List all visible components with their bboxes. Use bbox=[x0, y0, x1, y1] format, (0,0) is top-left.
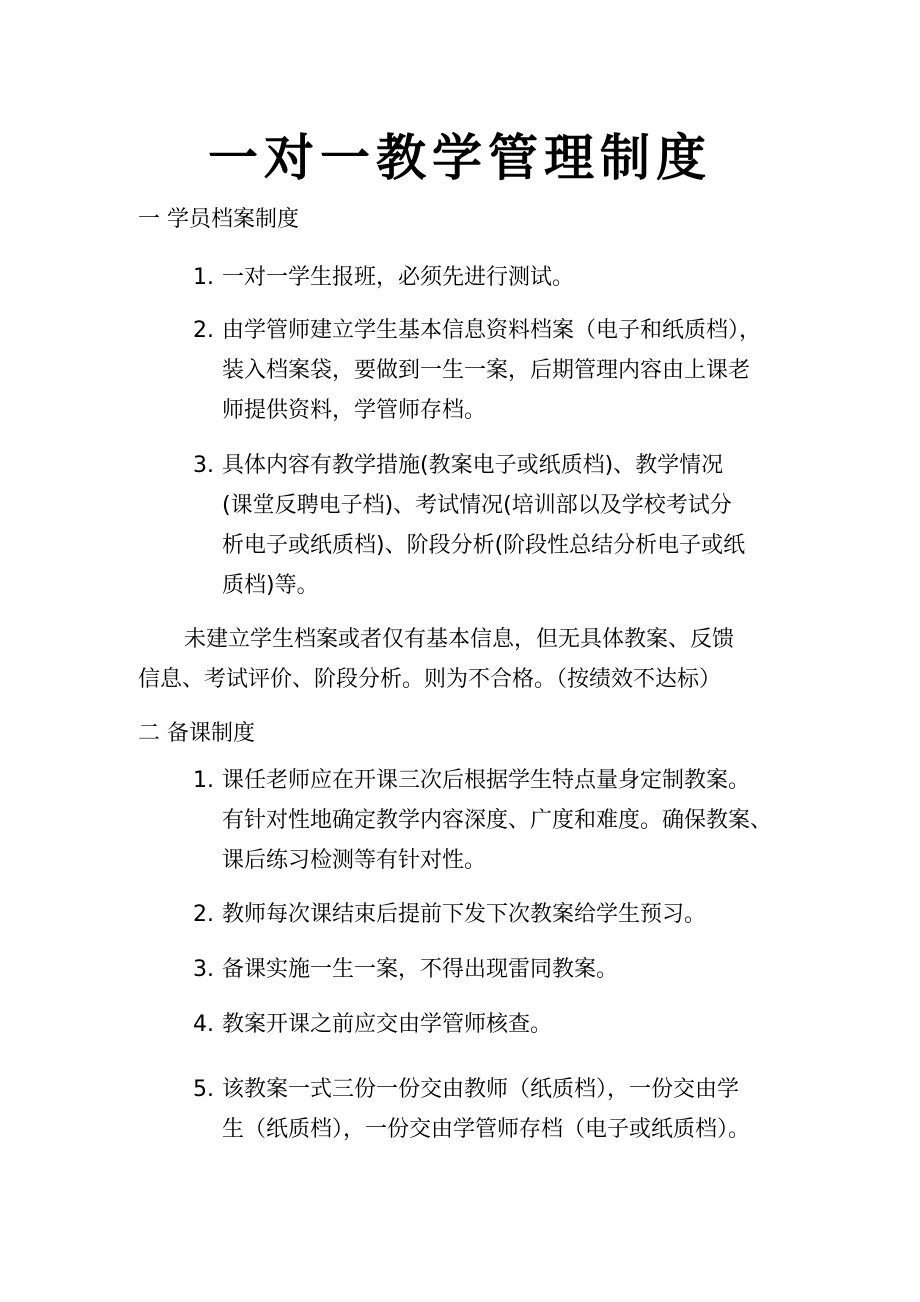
list-item bbox=[193, 950, 833, 990]
item-number: 1. bbox=[193, 265, 214, 290]
item-line: 该教案一式三份一份交由教师（纸质档），一份交由学 bbox=[222, 1077, 740, 1102]
item-line: 教师每次课结束后提前下发下次教案给学生预习。 bbox=[222, 902, 707, 927]
item-number: 3. bbox=[193, 453, 214, 478]
item-line: 质档)等。 bbox=[222, 573, 319, 598]
item-number: 5. bbox=[193, 1077, 214, 1102]
item-number: 2. bbox=[193, 902, 214, 927]
item-line: 备课实施一生一案，不得出现雷同教案。 bbox=[222, 957, 619, 982]
item-number: 4. bbox=[193, 1012, 214, 1037]
item-number: 3. bbox=[193, 957, 214, 982]
section-heading: 二 备课制度 bbox=[138, 721, 255, 746]
section-heading: 一 学员档案制度 bbox=[138, 207, 299, 232]
note-paragraph bbox=[138, 620, 818, 700]
list-item bbox=[193, 895, 833, 935]
item-line: 有针对性地确定教学内容深度、广度和难度。确保教案、 bbox=[222, 808, 773, 833]
item-number: 2. bbox=[193, 318, 214, 343]
list-item bbox=[193, 1005, 833, 1045]
note-line: 信息、考试评价、阶段分析。则为不合格。（按绩效不达标） bbox=[138, 667, 722, 692]
item-line: 一对一学生报班，必须先进行测试。 bbox=[222, 265, 575, 290]
list-item bbox=[193, 1070, 833, 1150]
item-line: 教案开课之前应交由学管师核查。 bbox=[222, 1012, 553, 1037]
item-line: 由学管师建立学生基本信息资料档案（电子和纸质档）， bbox=[222, 318, 762, 343]
list-item bbox=[193, 761, 833, 881]
item-number: 1. bbox=[193, 768, 214, 793]
item-line: 生（纸质档），一份交由学管师存档（电子或纸质档）。 bbox=[222, 1117, 751, 1142]
item-line: 装入档案袋，要做到一生一案，后期管理内容由上课老 bbox=[222, 358, 751, 383]
item-line: 师提供资料，学管师存档。 bbox=[222, 398, 487, 423]
list-item bbox=[193, 311, 833, 431]
list-item bbox=[193, 258, 833, 298]
list-item bbox=[193, 446, 833, 606]
note-line: 未建立学生档案或者仅有基本信息，但无具体教案、反馈 bbox=[184, 627, 735, 652]
document-title: 一对一教学管理制度 bbox=[208, 128, 712, 187]
item-line: (课堂反聘电子档)、考试情况(培训部以及学校考试分 bbox=[222, 493, 732, 518]
item-line: 课后练习检测等有针对性。 bbox=[222, 848, 487, 873]
item-line: 析电子或纸质档)、阶段分析(阶段性总结分析电子或纸 bbox=[222, 533, 746, 558]
item-line: 课任老师应在开课三次后根据学生特点量身定制教案。 bbox=[222, 768, 751, 793]
item-line: 具体内容有教学措施(教案电子或纸质档)、教学情况 bbox=[222, 453, 724, 478]
